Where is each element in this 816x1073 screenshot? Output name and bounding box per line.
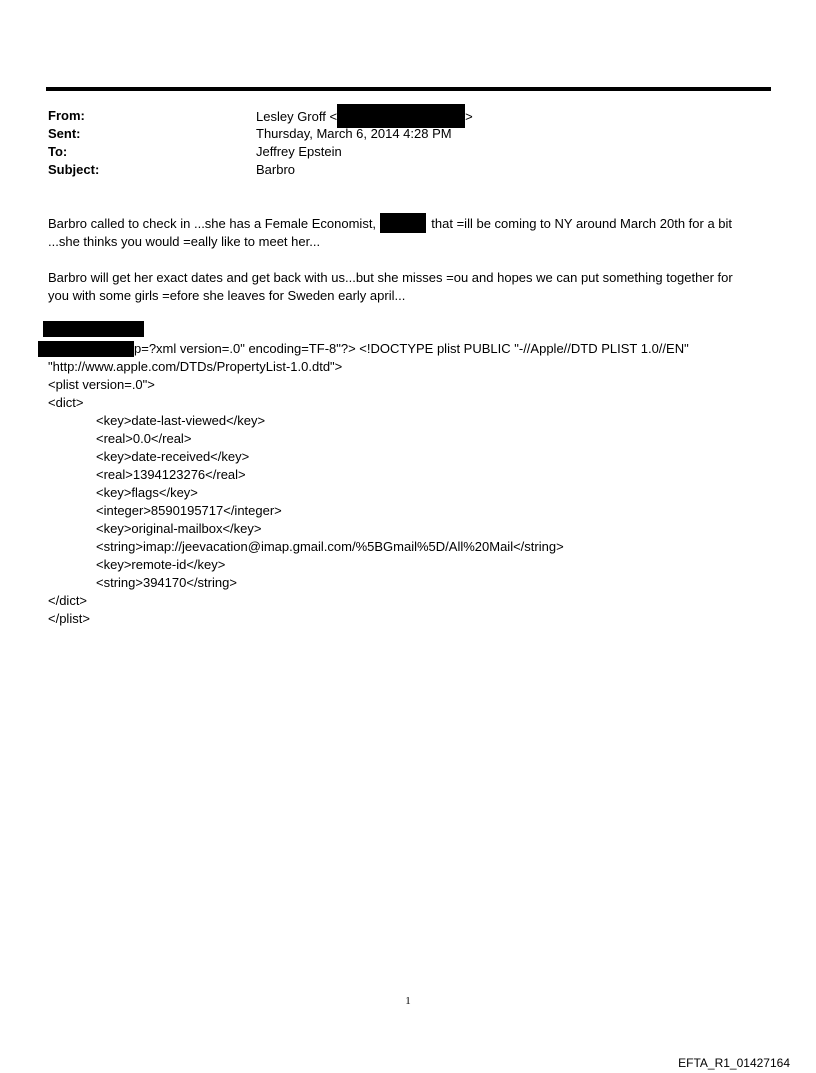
plist-close-plist: </plist> bbox=[48, 611, 90, 626]
to-value: Jeffrey Epstein bbox=[256, 144, 342, 159]
plist-line-2: "http://www.apple.com/DTDs/PropertyList-1.0.dtd"> bbox=[48, 359, 343, 374]
from-close: > bbox=[465, 108, 473, 124]
plist-entry: <key>remote-id</key> bbox=[96, 557, 226, 572]
plist-entry: <string>imap://jeevacation@imap.gmail.com/%5BGmail%5D/All%20Mail</string> bbox=[96, 539, 564, 554]
sent-label: Sent: bbox=[48, 126, 81, 141]
plist-line-1: p=?xml version=.0" encoding=TF-8"?> <!DOCTYPE plist PUBLIC "-//Apple//DTD PLIST 1.0//EN" bbox=[134, 341, 689, 356]
subject-label: Subject: bbox=[48, 162, 100, 177]
plist-entry: <key>date-received</key> bbox=[96, 449, 250, 464]
header-rule bbox=[46, 87, 771, 91]
body-paragraph-2-line-1: Barbro will get her exact dates and get back with us...but she misses =ou and hopes we can put something together for bbox=[48, 270, 733, 285]
body-paragraph-1-line-1 bbox=[48, 215, 732, 233]
redaction-box bbox=[380, 213, 426, 233]
page-number: 1 bbox=[405, 995, 411, 1007]
plist-line-4: <dict> bbox=[48, 395, 84, 410]
plist-entry: <key>original-mailbox</key> bbox=[96, 521, 262, 536]
footer-document-id: EFTA_R1_01427164 bbox=[678, 1056, 790, 1070]
body-paragraph-1-line-2: ...she thinks you would =eally like to meet her... bbox=[48, 234, 321, 249]
subject-value: Barbro bbox=[256, 162, 296, 177]
plist-entry: <key>date-last-viewed</key> bbox=[96, 413, 266, 428]
body-p1-part2: that =ill be coming to NY around March 20th for a bit bbox=[431, 216, 733, 231]
sent-value: Thursday, March 6, 2014 4:28 PM bbox=[256, 126, 452, 141]
plist-entry: <key>flags</key> bbox=[96, 485, 198, 500]
body-paragraph-2-line-2: you with some girls =efore she leaves for Sweden early april... bbox=[48, 288, 406, 303]
plist-entry: <real>1394123276</real> bbox=[96, 467, 246, 482]
plist-entry: <real>0.0</real> bbox=[96, 431, 192, 446]
to-label: To: bbox=[48, 144, 68, 159]
plist-line-3: <plist version=.0"> bbox=[48, 377, 155, 392]
from-name: Lesley Groff < bbox=[256, 108, 338, 124]
plist-entry: <string>394170</string> bbox=[96, 575, 237, 590]
redaction-box bbox=[38, 341, 134, 357]
body-p1-part1: Barbro called to check in ...she has a Female Economist, bbox=[48, 216, 377, 231]
plist-close-dict: </dict> bbox=[48, 593, 88, 608]
from-label: From: bbox=[48, 108, 85, 123]
redaction-box bbox=[43, 321, 144, 337]
plist-entry: <integer>8590195717</integer> bbox=[96, 503, 282, 518]
